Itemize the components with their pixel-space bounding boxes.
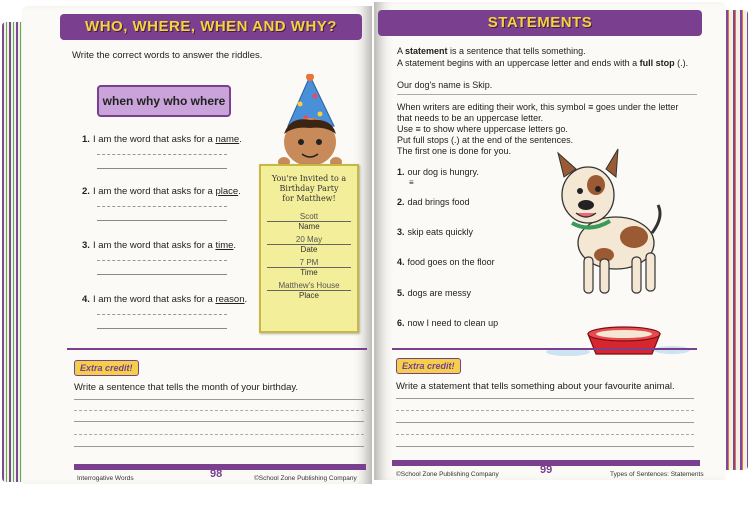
- editing-directions-1: When writers are editing their work, this symbol ≡ goes under the letter: [397, 102, 679, 112]
- right-extra-credit-badge: Extra credit!: [396, 358, 461, 374]
- riddle-instruction: Write the correct words to answer the riddles.: [72, 50, 263, 61]
- right-footer-topic: Types of Sentences: Statements: [610, 471, 704, 478]
- sentence-3[interactable]: 3. skip eats quickly: [397, 227, 474, 237]
- statement-definition: A statement is a sentence that tells something.: [397, 46, 586, 56]
- example-sentence: Our dog's name is Skip.: [397, 80, 493, 90]
- invitation-date-value: 20 May: [295, 235, 323, 244]
- right-writing-line-4[interactable]: [396, 434, 694, 435]
- answer-line-4a[interactable]: [97, 314, 227, 315]
- riddle-1: 1. I am the word that asks for a name.: [82, 134, 242, 145]
- writing-line-3[interactable]: [74, 421, 364, 422]
- dog-illustration: [554, 147, 664, 307]
- right-writing-line-5[interactable]: [396, 446, 694, 447]
- statement-rule: A statement begins with an uppercase letter and ends with a full stop (.).: [397, 58, 689, 68]
- right-writing-line-2[interactable]: [396, 410, 694, 411]
- answer-line-1b[interactable]: [97, 168, 227, 169]
- invitation-place-label: Place: [267, 290, 351, 300]
- sentence-6[interactable]: 6. now I need to clean up: [397, 318, 499, 328]
- sentence-5[interactable]: 5. dogs are messy: [397, 288, 472, 298]
- writing-line-4[interactable]: [74, 434, 364, 435]
- answer-line-4b[interactable]: [97, 328, 227, 329]
- word-bank: when why who where: [97, 85, 231, 117]
- writing-line-1[interactable]: [74, 399, 364, 400]
- example-divider: [397, 94, 697, 95]
- riddle-2: 2. I am the word that asks for a place.: [82, 186, 241, 197]
- editing-directions-3: Use ≡ to show where uppercase letters go.: [397, 124, 568, 134]
- left-footer-copyright: ©School Zone Publishing Company: [254, 475, 357, 482]
- writing-line-2[interactable]: [74, 410, 364, 411]
- invitation-heading: You're Invited to a Birthday Party for Matthew!: [271, 174, 347, 203]
- answer-line-3a[interactable]: [97, 260, 227, 261]
- writing-line-5[interactable]: [74, 446, 364, 447]
- section-divider: [67, 348, 367, 350]
- sentence-2[interactable]: 2. dad brings food: [397, 197, 470, 207]
- sentence-1[interactable]: 1. our dog is hungry.: [397, 167, 479, 177]
- left-page-title: WHO, WHERE, WHEN AND WHY?: [60, 14, 362, 40]
- right-writing-line-3[interactable]: [396, 422, 694, 423]
- right-page-number: 99: [540, 464, 553, 476]
- right-section-divider: [392, 348, 697, 350]
- invitation-date-label: Date: [267, 244, 351, 254]
- right-footer-copyright: ©School Zone Publishing Company: [396, 471, 499, 478]
- party-invitation: [259, 164, 359, 333]
- uppercase-mark: ≡: [409, 178, 414, 187]
- invitation-name-label: Name: [267, 221, 351, 231]
- left-page-number: 98: [210, 468, 223, 480]
- editing-directions-5: The first one is done for you.: [397, 146, 512, 156]
- left-footer-topic: Interrogative Words: [77, 475, 134, 482]
- editing-directions-2: that needs to be an uppercase letter.: [397, 113, 544, 123]
- riddle-4: 4. I am the word that asks for a reason.: [82, 294, 248, 305]
- answer-line-2b[interactable]: [97, 220, 227, 221]
- dog-bowl-illustration: [544, 320, 694, 366]
- right-page: [374, 2, 726, 480]
- sentence-4[interactable]: 4. food goes on the floor: [397, 257, 495, 267]
- left-page: [22, 6, 372, 484]
- invitation-place-value: Matthew's House: [278, 281, 340, 290]
- right-page-title: STATEMENTS: [378, 10, 702, 36]
- extra-credit-task: Write a sentence that tells the month of your birthday.: [74, 382, 299, 393]
- invitation-time-value: 7 PM: [299, 258, 319, 267]
- answer-line-2a[interactable]: [97, 206, 227, 207]
- invitation-time-label: Time: [267, 267, 351, 277]
- right-extra-credit-task: Write a statement that tells something about your favourite animal.: [396, 381, 675, 392]
- riddle-3: 3. I am the word that asks for a time.: [82, 240, 237, 251]
- editing-directions-4: Put full stops (.) at the end of the sentences.: [397, 135, 574, 145]
- right-writing-line-1[interactable]: [396, 398, 694, 399]
- page-edges-left: [2, 22, 22, 482]
- answer-line-1a[interactable]: [97, 154, 227, 155]
- party-kid-illustration: [260, 74, 360, 170]
- page-edges-right: [724, 10, 748, 470]
- answer-line-3b[interactable]: [97, 274, 227, 275]
- extra-credit-badge: Extra credit!: [74, 360, 139, 376]
- invitation-name-value: Scott: [299, 212, 319, 221]
